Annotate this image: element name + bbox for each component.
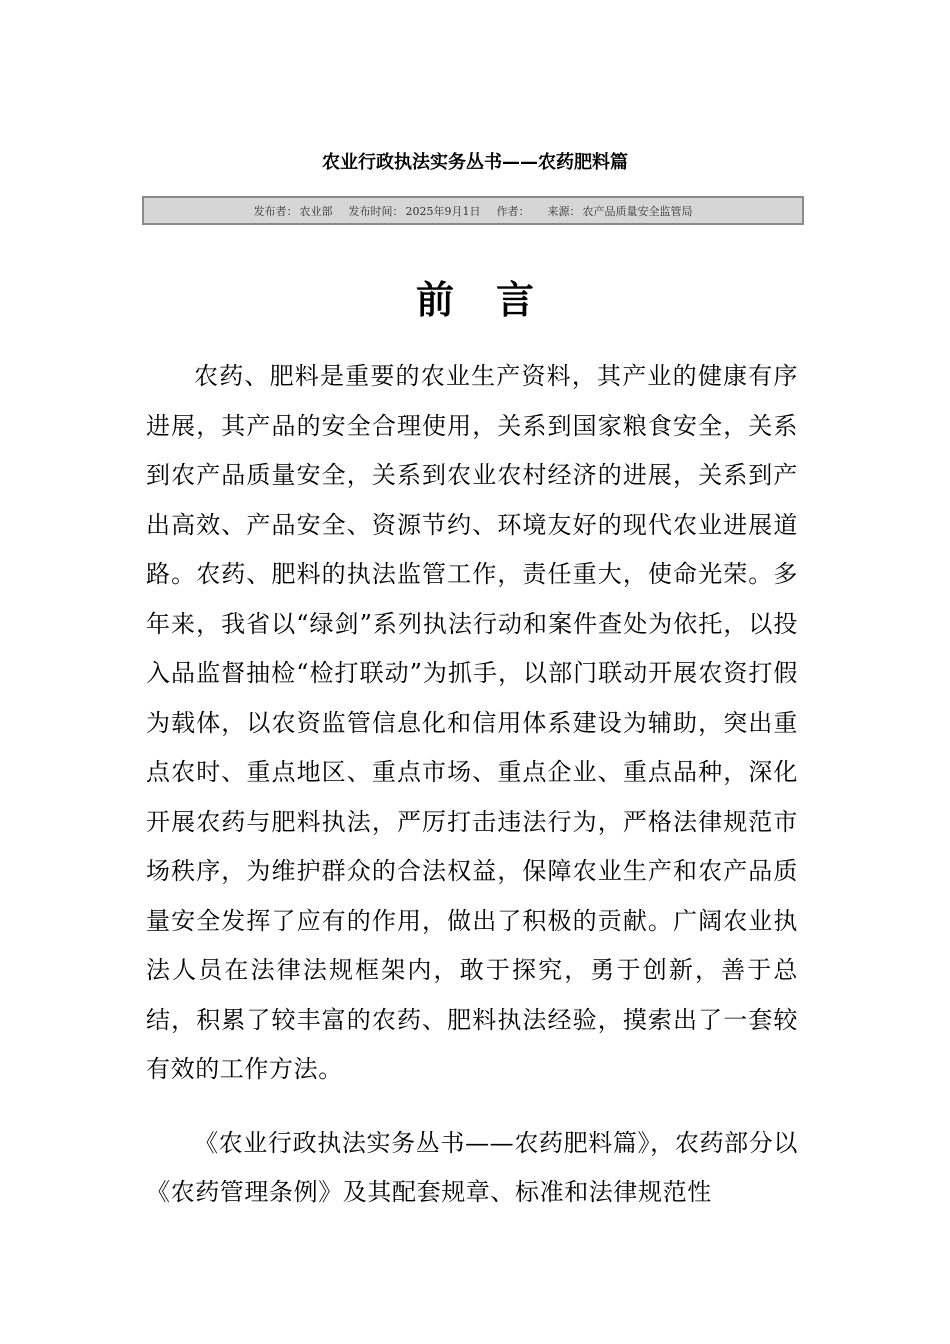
preface-heading [0, 272, 950, 328]
author-label: 作者： [496, 204, 530, 218]
publish-date-info [349, 203, 481, 219]
source-value: 农产品质量安全监管局 [582, 204, 693, 218]
publisher-info [254, 203, 333, 219]
publish-date-label: 发布时间： [348, 204, 404, 218]
source-info [548, 203, 693, 219]
publisher-value: 农业部 [299, 204, 333, 218]
preface-heading-char-2: 言 [496, 278, 535, 322]
preface-body [146, 352, 798, 1218]
author-info [497, 203, 532, 219]
preface-paragraph-2: 《农业行政执法实务丛书——农药肥料篇》，农药部分以《农药管理条例》及其配套规章、标准和法律规范性 [146, 1128, 798, 1206]
publication-info-bar [142, 196, 804, 225]
document-title: 农业行政执法实务丛书——农药肥料篇 [322, 152, 628, 173]
publisher-label: 发布者： [253, 204, 298, 218]
publish-date-value: 2025年9月1日 [405, 204, 481, 218]
preface-paragraph-1: 农药、肥料是重要的农业生产资料，其产业的健康有序进展，其产品的安全合理使用，关系到国家粮食安全，关系到农产品质量安全，关系到农业农村经济的进展，关系到产出高效、产品安全、资源节约、环境友好的现代农业进展道路。农药、肥料的执法监管工作，责任重大，使命光荣。多年来，我省以“绿剑”系列执法行动和案件查处为依托，以投入品监督抽检“检打联动”为抓手，以部门联动开展农资打假为载体，以农资监管信息化和信用体系建设为辅助，突出重点农时、重点地区、重点市场、重点企业、重点品种，深化开展农药与肥料执法，严厉打击违法行为，严格法律规范市场秩序，为维护群众的合法权益，保障农业生产和农产品质量安全发挥了应有的作用，做出了积极的贡献。广阔农业执法人员在法律法规框架内，敢于探究，勇于创新，善于总结，积累了较丰富的农药、肥料执法经验，摸索出了一套较有效的工作方法。 [146, 362, 798, 1083]
source-label: 来源： [547, 204, 581, 218]
preface-heading-char-1: 前 [415, 278, 454, 322]
